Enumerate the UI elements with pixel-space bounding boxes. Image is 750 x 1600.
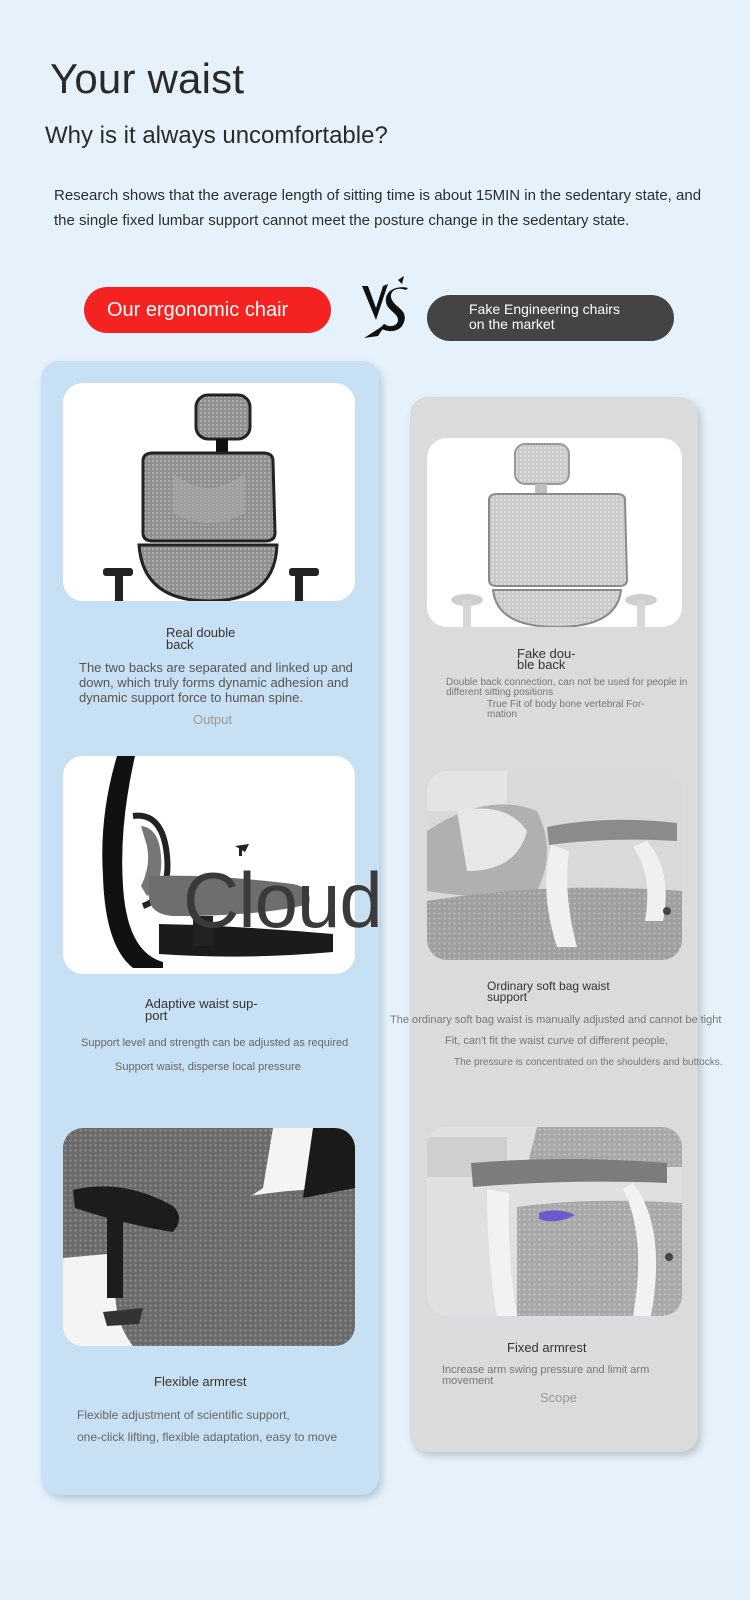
adaptive-waist-desc-line2: Support waist, disperse local pressure <box>115 1061 301 1073</box>
flexible-armrest-desc-line1: Flexible adjustment of scientific support, <box>77 1408 290 1422</box>
research-paragraph: Research shows that the average length of sitting time is about 15MIN in the sedentary state, and the single fixed lumbar support cannot meet the posture change in the sedentary state. <box>54 187 702 229</box>
fake-double-back-image <box>427 438 682 627</box>
vs-brush-icon <box>358 276 414 348</box>
real-double-back-desc: The two backs are separated and linked up and down, which truly forms dynamic adhesion and dynamic support force to human spine. <box>79 660 353 705</box>
fixed-armrest-extra: Scope <box>540 1390 577 1405</box>
real-double-back-title-line2: back <box>166 637 194 652</box>
fake-double-back-title-line1: Fake dou- <box>517 646 576 661</box>
soft-bag-waist-title-line2: support <box>487 990 528 1004</box>
fake-double-back-desc-line3: True Fit of body bone vertebral For- <box>487 699 645 710</box>
real-double-back-title-line1: Real double <box>166 625 236 640</box>
fixed-armrest-title: Fixed armrest <box>507 1340 587 1355</box>
adaptive-waist-title-line1: Adaptive waist sup- <box>145 996 258 1011</box>
page-title: Your waist <box>50 55 245 102</box>
adaptive-waist-desc-line1: Support level and strength can be adjusted as required <box>81 1037 349 1049</box>
soft-bag-waist-image <box>427 771 682 960</box>
flexible-armrest-desc-line2: one-click lifting, flexible adaptation, easy to move <box>77 1430 338 1444</box>
fixed-armrest-desc-line2: movement <box>442 1375 494 1387</box>
fake-chair-badge <box>427 295 674 341</box>
fixed-armrest-image <box>427 1127 682 1316</box>
flexible-armrest-image <box>63 1128 355 1346</box>
real-double-back-extra: Output <box>193 712 233 727</box>
watermark-text: Cloud <box>183 856 382 944</box>
page-subtitle: Why is it always uncomfortable? <box>45 122 388 149</box>
real-double-back-image <box>63 383 355 601</box>
our-chair-badge <box>84 287 331 333</box>
adaptive-waist-title-line2: port <box>145 1008 168 1023</box>
fake-double-back-desc-line4: mation <box>487 709 518 720</box>
our-chair-label: Our ergonomic chair <box>107 298 289 321</box>
soft-bag-waist-desc-line3: The pressure is concentrated on the shoulders and buttocks. <box>454 1057 723 1068</box>
soft-bag-waist-desc-line1: The ordinary soft bag waist is manually adjusted and cannot be tight <box>390 1014 722 1026</box>
fake-chair-label-line2: on the market <box>469 316 555 332</box>
soft-bag-waist-desc-line2: Fit, can't fit the waist curve of different people, <box>445 1035 669 1047</box>
fake-chair-label-line1: Fake Engineering chairs <box>469 301 620 317</box>
fake-double-back-desc-line1: Double back connection, can not be used for people in <box>446 677 688 688</box>
fake-double-back-title-line2: ble back <box>517 657 566 672</box>
soft-bag-waist-title-line1: Ordinary soft bag waist <box>487 979 610 993</box>
fake-double-back-desc-line2: different sitting positions <box>446 687 554 698</box>
fixed-armrest-desc-line1: Increase arm swing pressure and limit arm <box>442 1364 650 1376</box>
flexible-armrest-title: Flexible armrest <box>154 1374 247 1389</box>
footer-strip <box>0 1560 750 1600</box>
